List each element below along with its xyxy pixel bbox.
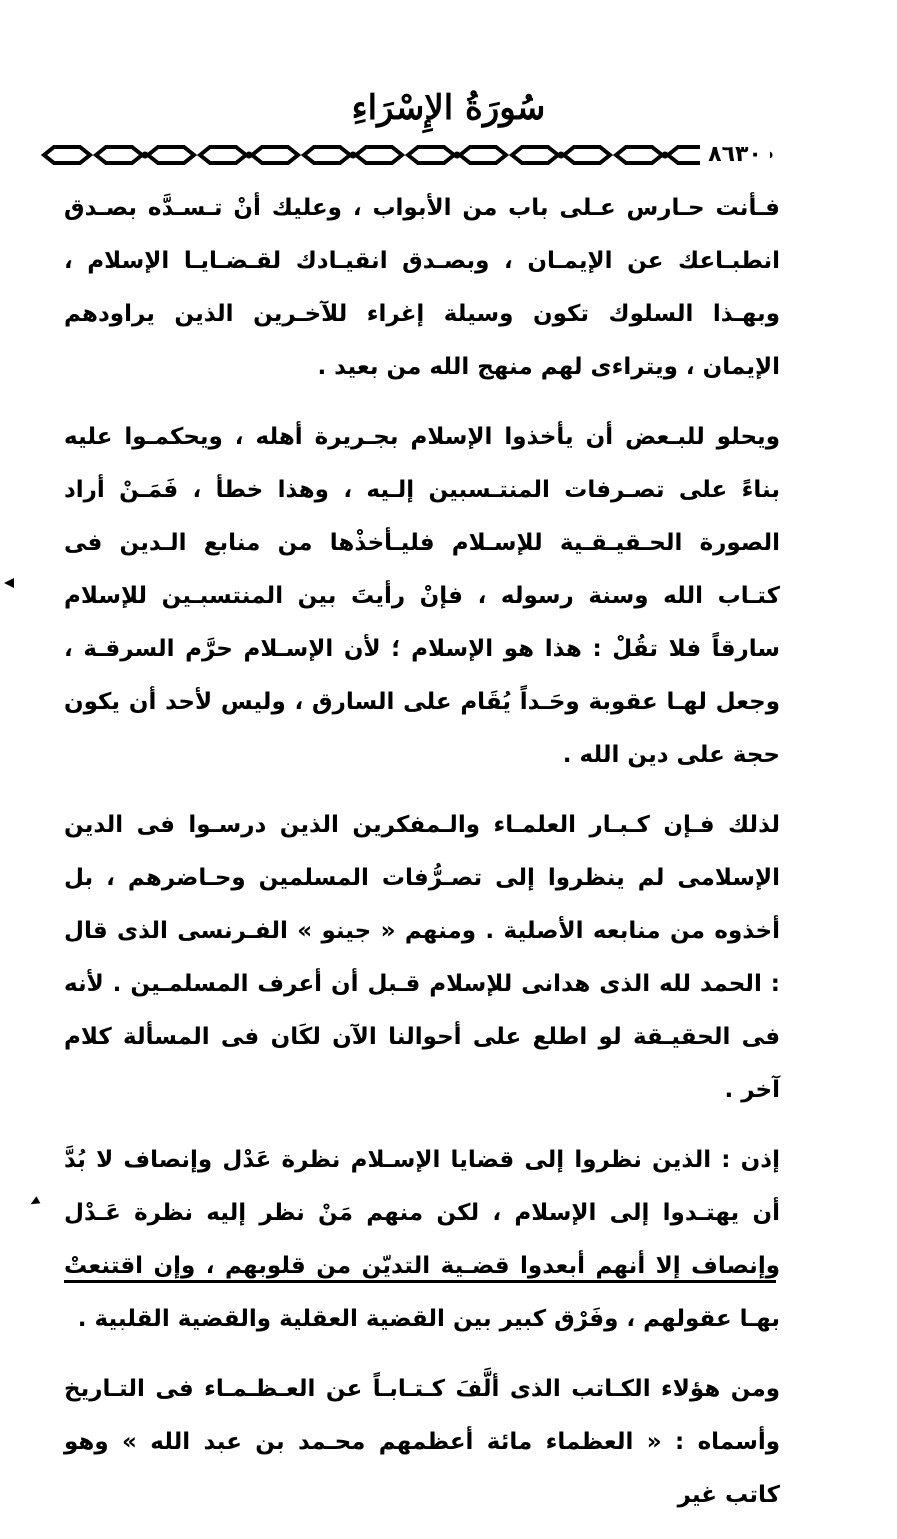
ornament-link [96, 147, 142, 163]
paragraph-3: لذلك فـإن كـبـار العلمـاء والـمفكرين الذين درسـوا فى الدين الإسلامى لم ينظروا إلى تصـرُّفات المسلمين وحـاضرهم ، بل أخذوه من منابعه الأصلية . ومنهم « جينو » الفـرنسى الذى قال : الحمد لله الذى هدانى للإسلام قـبل أن أعرف المسلمـين . لأنه فى الحقيـقة لو اطلع على أحوالنا الآن لكَان فى المسألة كلام آخر . [64, 812, 780, 1103]
ornament-link [44, 147, 90, 163]
margin-arrow-mark [29, 1196, 41, 1207]
paragraph-1: فـأنت حـارس عـلى باب من الأبواب ، وعليك أنْ تـسـدَّه بصـدق انطبـاعك عن الإيمـان ، وبصـدق انقيـادك لقـضـايـا الإسلام ، وبهـذا السلوك تكون وسيلة إغراء للآخـرين الذين يراودهم الإيمان ، ويتراءى لهم منهج الله من بعيد . [64, 195, 780, 380]
ornament-chain [40, 138, 815, 172]
ornament-link [356, 147, 402, 163]
ornament-link [304, 147, 350, 163]
ornament-link [512, 147, 558, 163]
ornament-link [200, 147, 246, 163]
page-number: ٨٦٣٠ [700, 138, 770, 172]
ornament-link [148, 147, 194, 163]
ornament-link [564, 147, 610, 163]
ornament-link [408, 147, 454, 163]
page-body [64, 182, 780, 1539]
paragraph-4: إذن : الذين نظروا إلى قضايا الإسـلام نظرة عَدْل وإنصاف لا بُدَّ أن يهتـدوا إلى الإسلام ، لكن منهم مَنْ نظر إليه نظرة عَـدْل وإنصاف إلا أنهم أبعدوا قضـية التديّن من قلوبهم ، وإن اقتنعتْ بهـا عقولهم ، وفَرْق كبير بين القضية العقلية والقضية القلبية . [64, 1147, 780, 1332]
header-ornament-border [40, 138, 815, 172]
surah-title: سُورَةُ الإِسْرَاءِ [351, 88, 546, 128]
margin-arrow-mark [4, 578, 14, 588]
footer-rule [64, 1280, 776, 1283]
paragraph-5: ومن هؤلاء الكـاتب الذى ألَّفَ كـتـابـاً عن العـظـمـاء فى التـاريخ وأسماه : « العظماء مائة أعظمهم محـمد بن عبد الله » وهو كاتب غير [64, 1376, 780, 1508]
paragraph-2: ويحلو للبـعض أن يأخذوا الإسلام بجـريرة أهله ، ويحكمـوا عليه بناءً على تصـرفات المنتـسبين إلـيه ، وهذا خطأ ، فَمَـنْ أراد الصورة الحـقيـقـية للإسـلام فليـأخذْها من منابع الـدين فى كتـاب الله وسنة رسوله ، فإنْ رأيتَ بين المنتسبـين للإسلام سارقاً فلا تقُلْ : هذا هو الإسلام ؛ لأن الإسـلام حرَّم السرقـة ، وجعل لهـا عقوبة وحَـداً يُقَام على السارق ، وليس لأحد أن يكون حجة على دين الله . [64, 424, 780, 768]
ornament-link [252, 147, 298, 163]
ornament-link [460, 147, 506, 163]
ornament-link [616, 147, 662, 163]
